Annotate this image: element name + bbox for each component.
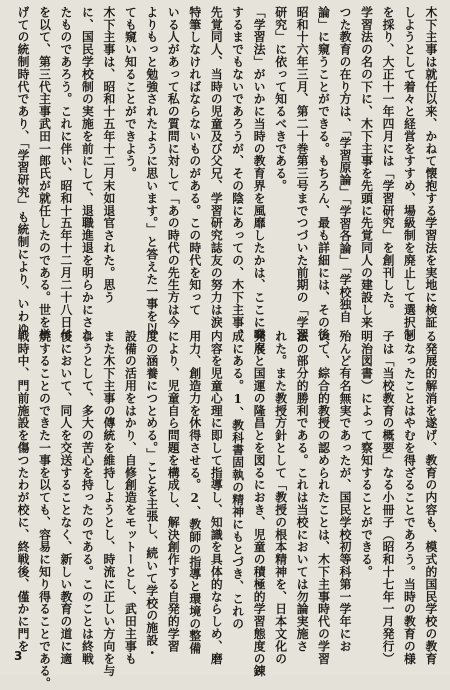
text-column: 発展と国運の隆昌とを図るにおき、児童の積極的学習態度の錬 bbox=[252, 330, 267, 678]
text-column: を以て、第三代主事武田一郎氏が就任したのである。世を挙 bbox=[37, 6, 52, 341]
text-column: る発展的解消を遂げ、教育の内容も、模式的国民学校の教育 bbox=[423, 330, 438, 665]
text-column: 昭和十六年三月、第二十巻第三号までつづいた前期の「学習 bbox=[295, 6, 310, 341]
text-column: となったことはやむを得ざることであろう。当時の教育の様 bbox=[402, 330, 417, 665]
text-column: げての統制時代であり、「学習研究」も統制により、いわゆ bbox=[16, 6, 30, 335]
text-column: 先覚同人、当時の児童及び父兄、学習研究誌友の努力は涙 bbox=[209, 6, 224, 329]
text-column: 度の涵養につとめる。」ことを主張し、続いて学校の施設・ bbox=[144, 330, 159, 659]
text-column: 論」に窺うことができる。もちろん、最も詳細には、その後、 bbox=[316, 6, 331, 354]
text-column: 殆んど有名無実であったが、国民学校初等科第一学年にお bbox=[338, 330, 353, 653]
text-column: 木下主事は、昭和十五年十二月末如退官された。思う bbox=[101, 6, 116, 304]
text-column: また木下主事の傳統を維持しようとし、時流に正しい方向を与 bbox=[101, 330, 116, 678]
text-column: ようとして、多大の苦心を持ったのである。このことは終戦 bbox=[80, 330, 95, 665]
text-column: ても窺い知ることができよう。 bbox=[123, 6, 138, 180]
upper-text-block bbox=[14, 6, 438, 354]
text-column: 明治図書）によって察知することができる。 bbox=[359, 330, 374, 578]
text-column: に、国民学校制の実施を前にして、退職進退を明らかにされ bbox=[80, 6, 95, 341]
text-column: 後において、同人を交送することなく、新しい教育の道に適 bbox=[58, 330, 73, 665]
text-column: しようとして着々と経営をすすめ、場級制を廃止して選択制 bbox=[402, 6, 417, 341]
text-column: 内容を児童心理に即して指導し、知識を具体的ならしめ、磨 bbox=[209, 330, 224, 665]
text-column: 焼することのできた一事を以ても、容易に知り得ることである。 bbox=[37, 330, 52, 690]
lower-text-block bbox=[14, 330, 438, 690]
text-column: により、児童自ら問題を構成し、解決創作する自発的学習 bbox=[166, 330, 181, 653]
text-column: いて、綜合的教授の認められたことは、木下主事時代の学習 bbox=[316, 330, 331, 665]
text-column: れた。また教授方針として「教授の根本精神を、日本文化の bbox=[273, 330, 288, 665]
text-column: するまでもないであろうが、その陰にあっての、木下主事、 bbox=[230, 6, 245, 341]
text-column: 法の部分的勝利である。これは当校においては勿論実施さ bbox=[295, 330, 310, 653]
text-column: よりもっと勉強されたように思います。」と答えた一事を以 bbox=[144, 6, 159, 335]
text-column: 用力、創造力を休得させる。2、教師の指導と環境の整備 bbox=[187, 330, 202, 655]
text-column: つた教育の在り方は、「学習原論」「学習各論」「学校独自 bbox=[338, 6, 353, 324]
text-column: 特筆しなければならないものがある。この時代を知って bbox=[187, 6, 202, 316]
text-column: 成にある。1、教科書固執の精神にもとづき、これの bbox=[230, 330, 245, 630]
text-column: いる人があって私の質問に対して「あの時代の先生方は今 bbox=[166, 6, 181, 329]
text-column: 研究」に依って知るべきである。 bbox=[273, 6, 288, 192]
text-column: 木下主事は就任以来、かねて懐抱する学習法を実地に検証 bbox=[423, 6, 438, 329]
text-column: 「学習法」がいかに当時の教育界を風靡したかは、ここに喋々 bbox=[252, 6, 267, 354]
text-column: 学習法の名の下に、木下主事を先頭に先覚同人の建設し来 bbox=[359, 6, 374, 329]
text-column: を採り、大正十一年四月には「学習研究」を創刊した。 bbox=[380, 6, 395, 316]
text-column: 設備の活用をはかり、自修創造をモットーとし、武田主事も bbox=[123, 330, 138, 665]
text-column: たものであろう。これに伴い、昭和十五年十二月二十八日付 bbox=[58, 6, 73, 341]
page-number: 3 bbox=[14, 649, 23, 663]
text-column: 子は「当校教育の概要」なる小冊子（昭和十七年一月発行） bbox=[380, 330, 395, 665]
text-column: 戦時中、門前施設を傷つたわが校に、終戦後、僅かに門を bbox=[16, 330, 30, 653]
